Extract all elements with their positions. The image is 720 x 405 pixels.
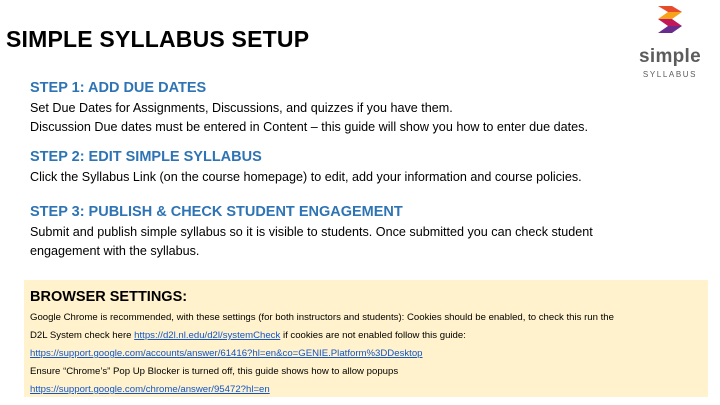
logo-word: simple bbox=[639, 46, 701, 67]
step-1-line-1: Set Due Dates for Assignments, Discussions, and quizzes if you have them. bbox=[30, 101, 453, 115]
browser-line-2-prefix: D2L System check here bbox=[30, 330, 135, 341]
browser-line-4: Ensure “Chrome’s” Pop Up Blocker is turned off, this guide shows how to allow popups bbox=[30, 366, 399, 377]
step-3-line-2: engagement with the syllabus. bbox=[30, 244, 200, 258]
step-3-section bbox=[30, 203, 702, 261]
logo-subtitle: SYLLABUS bbox=[642, 70, 698, 79]
browser-settings-heading: BROWSER SETTINGS: bbox=[30, 289, 188, 305]
step-2-line-1: Click the Syllabus Link (on the course homepage) to edit, add your information and course policies. bbox=[30, 170, 582, 184]
cookies-guide-link[interactable]: https://support.google.com/accounts/answer/61416?hl=en&co=GENIE.Platform%3DDesktop bbox=[30, 348, 423, 359]
step-3-text bbox=[30, 223, 702, 261]
step-1-text bbox=[30, 99, 702, 137]
step-3-heading: STEP 3: PUBLISH & CHECK STUDENT ENGAGEMENT bbox=[30, 204, 403, 220]
step-2-heading: STEP 2: EDIT SIMPLE SYLLABUS bbox=[30, 149, 262, 165]
step-2-text bbox=[30, 168, 702, 187]
step-1-line-2: Discussion Due dates must be entered in Content – this guide will show you how to enter due dates. bbox=[30, 120, 588, 134]
simple-syllabus-logo bbox=[626, 2, 720, 86]
logo-mark-icon bbox=[654, 2, 686, 42]
step-3-line-1: Submit and publish simple syllabus so it is visible to students. Once submitted you can check student bbox=[30, 225, 593, 239]
d2l-system-check-link[interactable]: https://d2l.nl.edu/d2l/systemCheck bbox=[134, 330, 281, 341]
browser-line-5 bbox=[30, 381, 700, 399]
step-1-section bbox=[30, 79, 702, 137]
popup-guide-link[interactable]: https://support.google.com/chrome/answer/95472?hl=en bbox=[30, 384, 270, 395]
step-1-heading: STEP 1: ADD DUE DATES bbox=[30, 80, 207, 96]
browser-line-2-suffix: if cookies are not enabled follow this guide: bbox=[280, 330, 466, 341]
browser-line-1: Google Chrome is recommended, with these settings (for both instructors and students): Cookies should be enabled, to check this run the bbox=[30, 312, 614, 323]
step-2-section bbox=[30, 148, 702, 187]
page-title: SIMPLE SYLLABUS SETUP bbox=[6, 26, 310, 52]
browser-line-2 bbox=[30, 327, 700, 345]
browser-settings-box bbox=[24, 280, 708, 397]
browser-line-3 bbox=[30, 345, 700, 363]
